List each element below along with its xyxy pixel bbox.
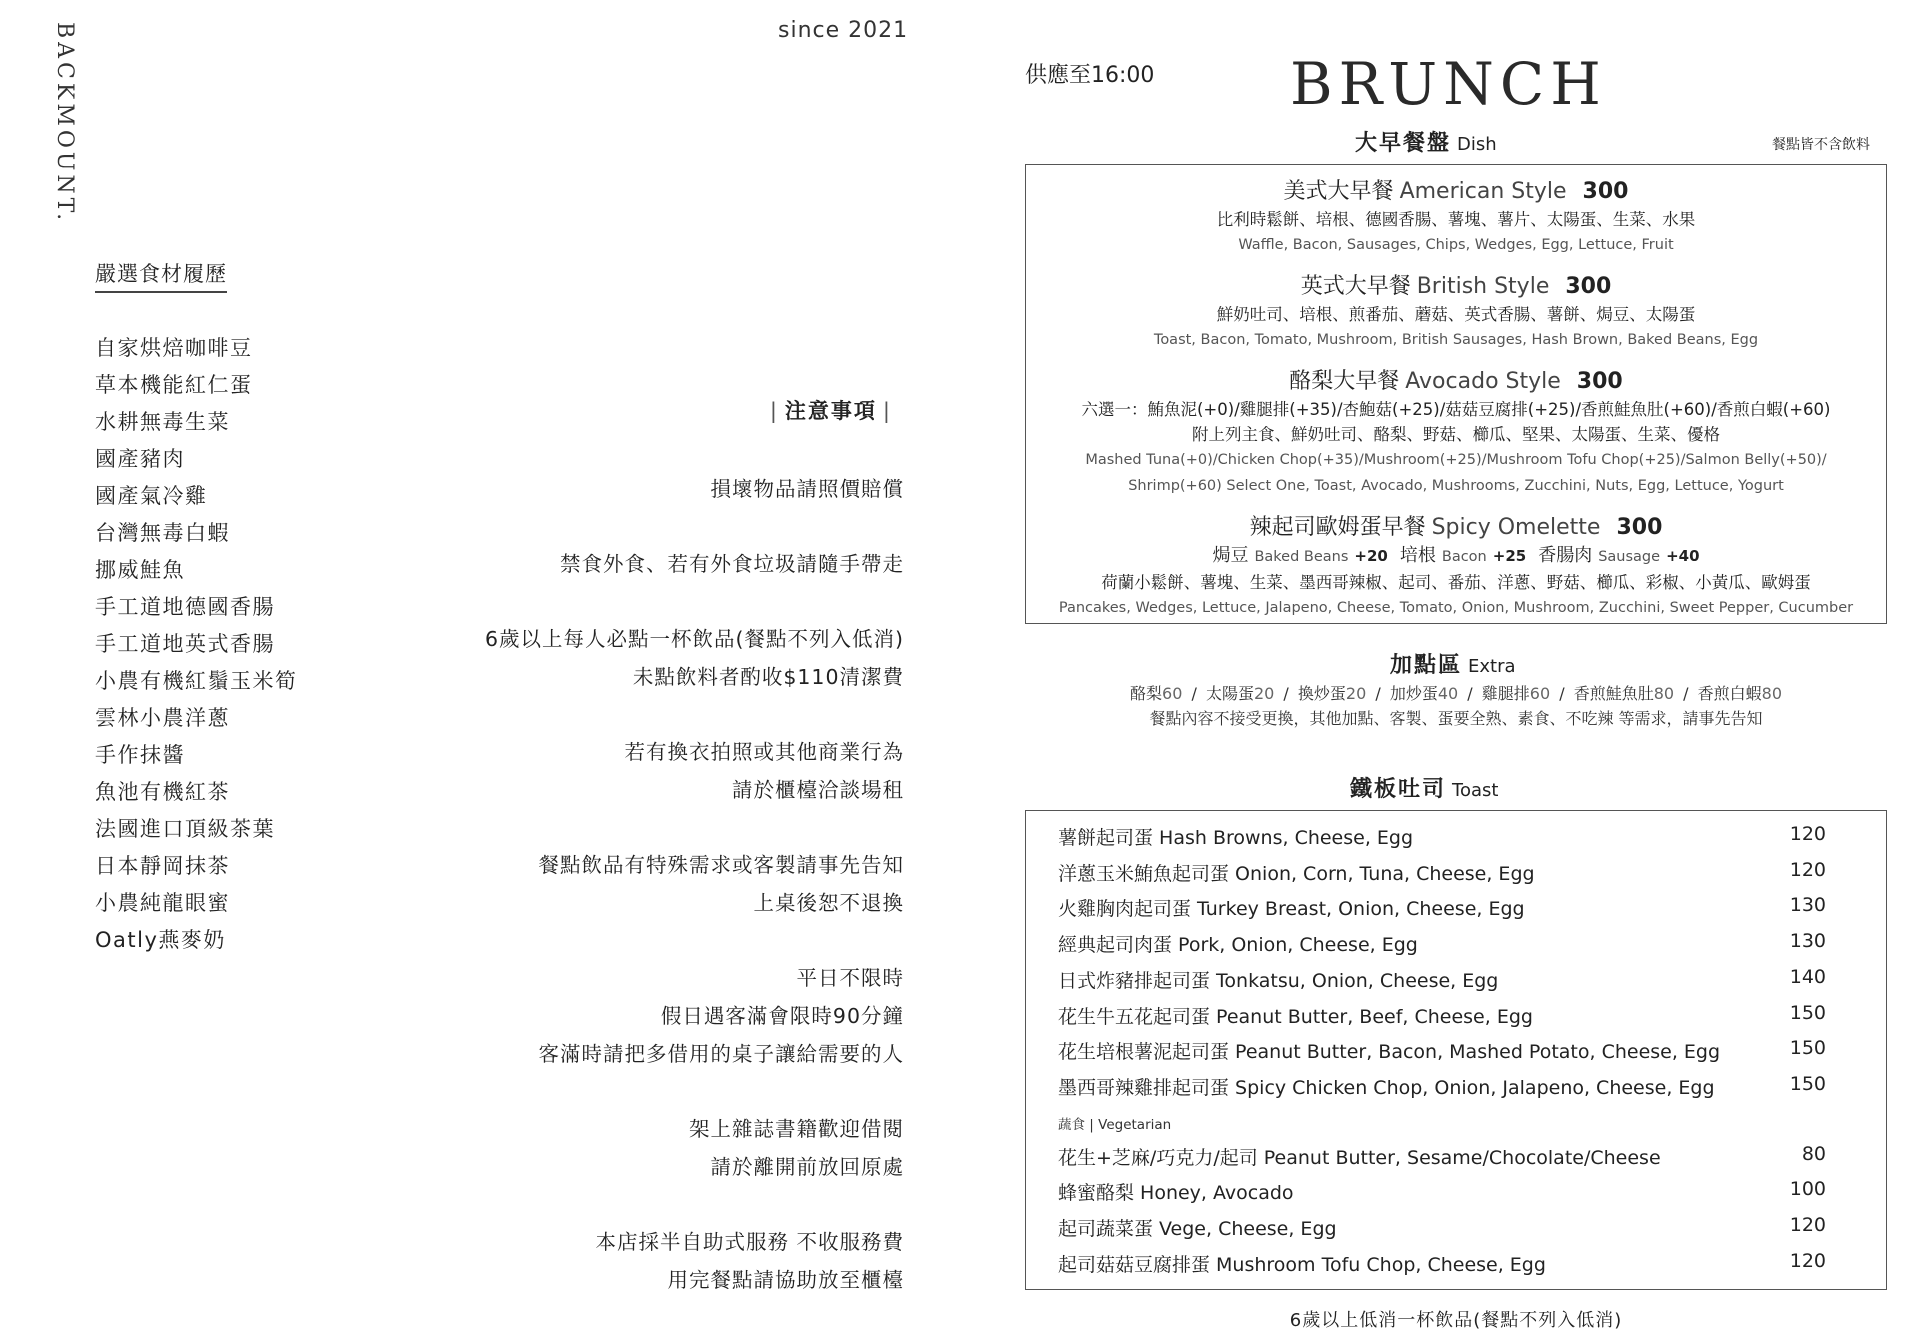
ingredient-item: 挪威鮭魚 — [95, 558, 185, 582]
toast-price: 120 — [1789, 1249, 1826, 1272]
dish-desc-zh: 附上列主食、鮮奶吐司、酪梨、野菇、櫛瓜、堅果、太陽蛋、生菜、優格 — [1192, 425, 1720, 444]
note-group — [485, 733, 904, 809]
dish-name — [1026, 513, 1886, 543]
dish-desc-en: Shrimp(+60) Select One, Toast, Avocado, Mushrooms, Zucchini, Nuts, Egg, Lettuce, Yogurt — [1128, 478, 1784, 494]
toast-price: 130 — [1789, 894, 1826, 917]
note-line: 6歲以上每人必點一杯飲品(餐點不列入低消) — [484, 627, 904, 651]
dish-section-heading — [1355, 126, 1497, 157]
dish-item — [1026, 367, 1886, 499]
extra-price: 20 — [1253, 684, 1275, 703]
addon-zh: 培根 — [1399, 545, 1436, 566]
extra-separator: / — [1370, 684, 1386, 703]
toast-name: 火雞胸肉起司蛋 Turkey Breast, Onion, Cheese, Egg — [1058, 898, 1525, 921]
ingredient-item: 手工道地英式香腸 — [95, 632, 275, 656]
toast-name: 薯餅起司蛋 Hash Browns, Cheese, Egg — [1058, 827, 1414, 849]
note-group — [485, 959, 904, 1073]
extra-name: 香煎鮭魚肚 — [1573, 684, 1654, 703]
toast-box — [1025, 810, 1887, 1290]
toast-price: 150 — [1789, 1037, 1826, 1060]
toast-name: 經典起司肉蛋 Pork, Onion, Cheese, Egg — [1058, 934, 1418, 957]
toast-name: 蜂蜜酪梨 Honey, Avocado — [1058, 1182, 1294, 1205]
toast-row — [1058, 1143, 1826, 1170]
section-zh: 加點區 — [1390, 653, 1463, 678]
extra-name: 酪梨 — [1130, 684, 1163, 703]
dish-item — [1026, 513, 1886, 621]
extra-separator: / — [1278, 684, 1294, 703]
toast-price: 140 — [1789, 965, 1826, 988]
addon-en: Baked Beans — [1254, 549, 1349, 565]
dish-desc-zh: 鮮奶吐司、培根、煎番茄、蘑菇、英式香腸、薯餅、焗豆、太陽蛋 — [1216, 305, 1696, 324]
extra-separator: / — [1678, 684, 1694, 703]
dish-desc-zh: 荷蘭小鬆餅、薯塊、生菜、墨西哥辣椒、起司、番茄、洋蔥、野菇、櫛瓜、彩椒、小黃瓜、歐姆蛋 — [1101, 573, 1811, 592]
toast-section-heading — [1350, 772, 1498, 803]
minimum-charge-note: 6歲以上低消一杯飲品(餐點不列入低消) — [1289, 1310, 1623, 1331]
extra-price: 80 — [1761, 684, 1782, 703]
note-line: 請於離開前放回原處 — [710, 1155, 904, 1179]
note-group — [485, 1110, 904, 1186]
extra-section-heading — [1390, 648, 1516, 679]
dish-price: 300 — [1582, 179, 1629, 204]
toast-row — [1058, 1073, 1826, 1100]
ingredient-item: Oatly燕麥奶 — [95, 928, 226, 952]
note-line: 用完餐點請協助放至櫃檯 — [667, 1268, 904, 1292]
dish-name — [1026, 367, 1886, 397]
extra-price: 60 — [1529, 684, 1551, 703]
toast-price: 80 — [1801, 1142, 1826, 1165]
no-drink-note: 餐點皆不含飲料 — [1772, 137, 1870, 153]
toast-row — [1058, 859, 1826, 886]
dish-addons — [1026, 543, 1886, 570]
dish-name-en: British Style — [1416, 274, 1550, 299]
toast-name: 洋蔥玉米鮪魚起司蛋 Onion, Corn, Tuna, Cheese, Egg — [1058, 862, 1535, 885]
toast-row — [1058, 1250, 1826, 1277]
ingredients-title: 嚴選食材履歷 — [95, 258, 227, 293]
ingredient-item: 法國進口頂級茶葉 — [95, 817, 275, 841]
dish-desc-zh: 比利時鬆餅、培根、德國香腸、薯塊、薯片、太陽蛋、生菜、水果 — [1216, 210, 1696, 229]
extra-separator: / — [1186, 684, 1202, 703]
addon-zh: 焗豆 — [1212, 545, 1249, 566]
vegetarian-label: 蔬食 | Vegetarian — [1058, 1116, 1172, 1133]
divider: | — [769, 399, 779, 423]
toast-name: 日式炸豬排起司蛋 Tonkatsu, Onion, Cheese, Egg — [1058, 969, 1499, 992]
note-line: 請於櫃檯洽談場租 — [732, 778, 904, 802]
note-line: 假日遇客滿會限時90分鐘 — [660, 1004, 904, 1028]
addon-zh: 香腸肉 — [1538, 545, 1593, 566]
toast-price: 100 — [1789, 1178, 1826, 1201]
dish-name-en: Spicy Omelette — [1431, 515, 1601, 540]
extra-name: 雞腿排 — [1481, 684, 1530, 703]
note-line: 上桌後恕不退換 — [753, 891, 904, 915]
extra-list — [1025, 681, 1887, 704]
toast-row — [1058, 1002, 1826, 1029]
section-zh: 大早餐盤 — [1355, 131, 1452, 156]
note-group — [485, 1223, 904, 1299]
dish-price: 300 — [1616, 515, 1663, 540]
ingredient-item: 雲林小農洋蔥 — [95, 706, 230, 730]
dish-name-zh: 英式大早餐 — [1300, 274, 1411, 299]
toast-price: 130 — [1789, 930, 1826, 953]
extra-name: 加炒蛋 — [1389, 684, 1438, 703]
toast-row — [1058, 1214, 1826, 1241]
dish-price: 300 — [1576, 369, 1623, 394]
ingredient-item: 手工道地德國香腸 — [95, 595, 275, 619]
extra-price: 40 — [1437, 684, 1459, 703]
dish-price: 300 — [1565, 274, 1612, 299]
ingredient-item: 日本靜岡抹茶 — [95, 854, 230, 878]
extra-price: 20 — [1345, 684, 1367, 703]
toast-row — [1058, 823, 1826, 850]
menu-title: BRUNCH — [1290, 50, 1607, 118]
ingredient-item: 自家烘焙咖啡豆 — [95, 336, 253, 360]
ingredient-item: 水耕無毒生菜 — [95, 410, 230, 434]
extra-price: 60 — [1162, 684, 1183, 703]
toast-row — [1058, 930, 1826, 957]
dish-name-en: American Style — [1399, 179, 1567, 204]
section-en: Dish — [1457, 134, 1497, 155]
note-line: 若有換衣拍照或其他商業行為 — [624, 740, 904, 764]
notes-title — [764, 395, 898, 425]
toast-price: 150 — [1789, 1001, 1826, 1024]
toast-name: 墨西哥辣雞排起司蛋 Spicy Chicken Chop, Onion, Jalapeno, Cheese, Egg — [1058, 1076, 1715, 1099]
toast-name: 花生牛五花起司蛋 Peanut Butter, Beef, Cheese, Egg — [1058, 1005, 1533, 1028]
dish-item — [1026, 272, 1886, 353]
addon-price: +25 — [1492, 547, 1527, 565]
extra-price: 80 — [1653, 684, 1675, 703]
ingredient-item: 台灣無毒白蝦 — [95, 521, 230, 545]
toast-row — [1058, 894, 1826, 921]
extra-separator: / — [1554, 684, 1570, 703]
dish-name — [1026, 177, 1886, 207]
toast-name: 花生+芝麻/巧克力/起司 Peanut Butter, Sesame/Chocolate/Cheese — [1058, 1146, 1661, 1169]
ingredient-item: 手作抹醬 — [95, 743, 185, 767]
note-line: 平日不限時 — [796, 966, 904, 990]
dish-name-zh: 辣起司歐姆蛋早餐 — [1249, 515, 1426, 540]
note-line: 未點飲料者酌收$110清潔費 — [632, 665, 904, 689]
extra-name: 換炒蛋 — [1297, 684, 1346, 703]
toast-row — [1058, 1037, 1826, 1064]
ingredient-item: 國產豬肉 — [95, 447, 185, 471]
toast-price: 120 — [1789, 858, 1826, 881]
dish-desc-en: Pancakes, Wedges, Lettuce, Jalapeno, Cheese, Tomato, Onion, Mushroom, Zucchini, Sweet Pepper, Cucumber — [1058, 600, 1854, 616]
extra-name: 香煎白蝦 — [1697, 684, 1762, 703]
note-line: 架上雜誌書籍歡迎借閱 — [689, 1117, 904, 1141]
extra-separator: / — [1462, 684, 1478, 703]
dish-list — [1026, 165, 1886, 621]
dish-desc-en: Toast, Bacon, Tomato, Mushroom, British Sausages, Hash Brown, Baked Beans, Egg — [1153, 332, 1759, 348]
brand-logo: BACKMOUNT. — [52, 22, 77, 225]
addon-price: +40 — [1666, 547, 1700, 565]
addon-en: Sausage — [1598, 549, 1661, 565]
dish-name — [1026, 272, 1886, 302]
dish-name-zh: 酪梨大早餐 — [1289, 369, 1400, 394]
divider: | — [882, 399, 892, 423]
since-text: since 2021 — [778, 18, 909, 43]
ingredients-list — [95, 330, 298, 959]
note-group — [485, 846, 904, 922]
section-zh: 鐵板吐司 — [1350, 777, 1447, 802]
dish-desc-en: Mashed Tuna(+0)/Chicken Chop(+35)/Mushroom(+25)/Mushroom Tofu Chop(+25)/Salmon Belly(+50)/ — [1085, 452, 1827, 468]
addon-en: Bacon — [1441, 549, 1487, 565]
dish-name-zh: 美式大早餐 — [1283, 179, 1394, 204]
toast-row — [1058, 966, 1826, 993]
dish-item — [1026, 177, 1886, 258]
section-en: Extra — [1468, 656, 1516, 677]
dish-box — [1025, 164, 1887, 624]
note-group — [485, 470, 904, 508]
note-line: 本店採半自助式服務 不收服務費 — [595, 1230, 904, 1254]
toast-name: 花生培根薯泥起司蛋 Peanut Butter, Bacon, Mashed Potato, Cheese, Egg — [1058, 1041, 1721, 1064]
note-line: 餐點飲品有特殊需求或客製請事先告知 — [538, 853, 904, 877]
extra-note: 餐點內容不接受更換，其他加點、客製、蛋要全熟、素食、不吃辣 等需求，請事先告知 — [1149, 709, 1763, 728]
ingredient-item: 魚池有機紅茶 — [95, 780, 230, 804]
addon-price: +20 — [1354, 547, 1388, 565]
ingredient-item: 小農純龍眼蜜 — [95, 891, 230, 915]
ingredient-item: 國產氣冷雞 — [95, 484, 208, 508]
notes-title-text: 注意事項 — [784, 399, 877, 423]
dish-desc-zh: 六選一：鮪魚泥(+0)/雞腿排(+35)/杏鮑菇(+25)/菇菇豆腐排(+25)/香煎鮭魚肚(+60)/香煎白蝦(+60) — [1081, 400, 1831, 419]
dish-desc-en: Waffle, Bacon, Sausages, Chips, Wedges, Egg, Lettuce, Fruit — [1238, 237, 1674, 253]
section-en: Toast — [1452, 780, 1499, 801]
ingredient-item: 草本機能紅仁蛋 — [95, 373, 253, 397]
dish-name-en: Avocado Style — [1405, 369, 1561, 394]
serving-hours: 供應至16:00 — [1025, 63, 1155, 88]
ingredient-item: 小農有機紅鬚玉米筍 — [95, 669, 298, 693]
toast-row — [1058, 1178, 1826, 1205]
note-line: 禁食外食、若有外食垃圾請隨手帶走 — [560, 552, 904, 576]
note-group — [485, 545, 904, 583]
toast-name: 起司菇菇豆腐排蛋 Mushroom Tofu Chop, Cheese, Egg — [1058, 1253, 1546, 1276]
note-group — [485, 620, 904, 696]
toast-price: 120 — [1789, 1214, 1826, 1236]
toast-name: 起司蔬菜蛋 Vege, Cheese, Egg — [1058, 1218, 1337, 1240]
toast-price: 150 — [1789, 1072, 1826, 1095]
notes-list — [485, 470, 904, 1336]
note-line: 客滿時請把多借用的桌子讓給需要的人 — [538, 1042, 904, 1066]
extra-name: 太陽蛋 — [1205, 684, 1254, 703]
toast-price: 120 — [1789, 823, 1826, 845]
note-line: 損壞物品請照價賠償 — [710, 477, 904, 501]
